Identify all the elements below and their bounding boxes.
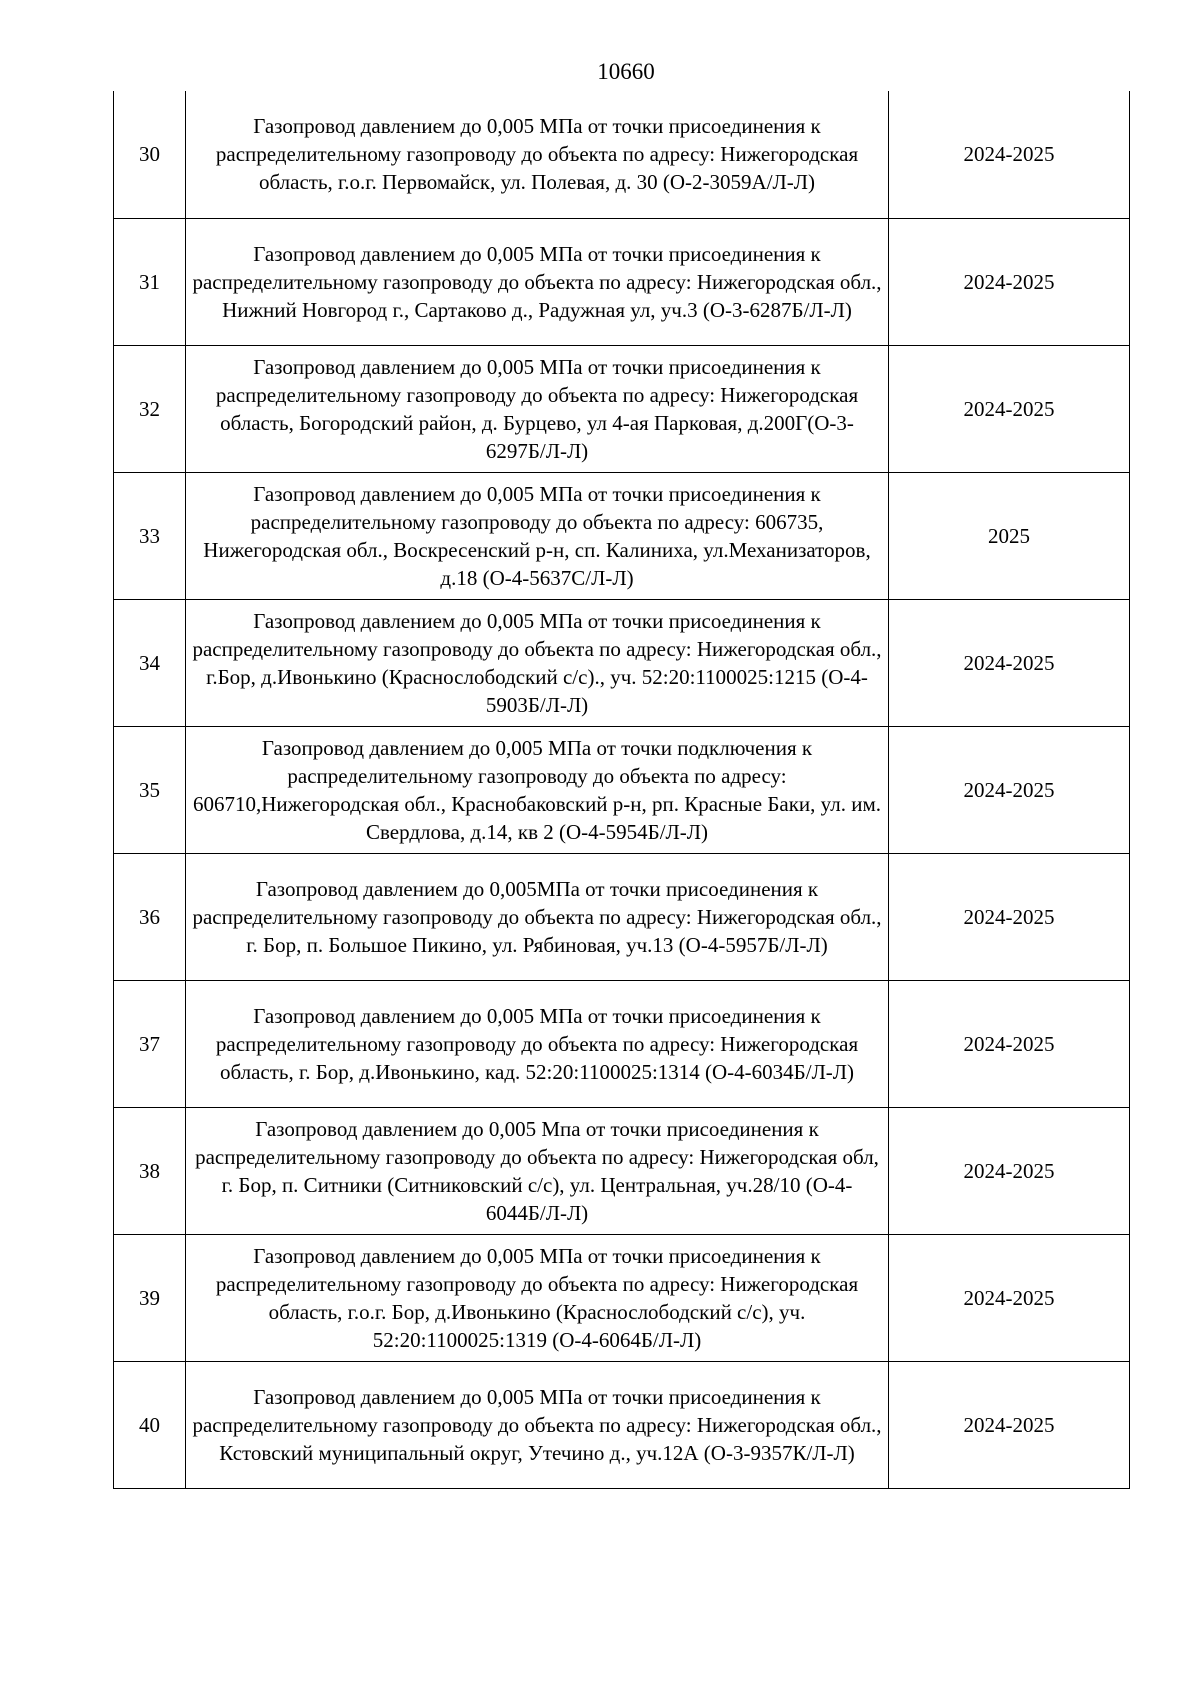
construction-period: 2024-2025 (889, 218, 1130, 345)
construction-period: 2024-2025 (889, 853, 1130, 980)
page-number: 10660 (597, 59, 655, 84)
table-row (114, 91, 1130, 218)
table-row (114, 599, 1130, 726)
object-description: Газопровод давлением до 0,005 МПа от точки присоединения к распределительному газопроводу до объекта по адресу: Нижегородская обл., г.Бор, д.Ивонькино (Краснослободский с/с)., уч. 52:20:1100025:1215 (О-4-5903Б/Л-Л) (186, 599, 889, 726)
construction-period: 2024-2025 (889, 1234, 1130, 1361)
construction-period: 2024-2025 (889, 1107, 1130, 1234)
row-number: 31 (114, 218, 186, 345)
table-row (114, 1234, 1130, 1361)
row-number: 39 (114, 1234, 186, 1361)
row-number: 36 (114, 853, 186, 980)
construction-period: 2024-2025 (889, 91, 1130, 218)
table-row (114, 726, 1130, 853)
row-number: 38 (114, 1107, 186, 1234)
object-description: Газопровод давлением до 0,005 МПа от точки присоединения к распределительному газопроводу до объекта по адресу: Нижегородская область, г. Бор, д.Ивонькино, кад. 52:20:1100025:1314 (О-4-6034Б/Л-Л) (186, 980, 889, 1107)
row-number: 32 (114, 345, 186, 472)
row-number: 40 (114, 1361, 186, 1488)
row-number: 35 (114, 726, 186, 853)
construction-period: 2025 (889, 472, 1130, 599)
table-row (114, 1361, 1130, 1488)
object-description: Газопровод давлением до 0,005 МПа от точки присоединения к распределительному газопроводу до объекта по адресу: Нижегородская область, г.о.г. Бор, д.Ивонькино (Краснослободский с/с), уч. 52:20:1100025:1319 (О-4-6064Б/Л-Л) (186, 1234, 889, 1361)
object-description: Газопровод давлением до 0,005МПа от точки присоединения к распределительному газопроводу до объекта по адресу: Нижегородская обл., г. Бор, п. Большое Пикино, ул. Рябиновая, уч.13 (О-4-5957Б/Л-Л) (186, 853, 889, 980)
table-row (114, 853, 1130, 980)
table-row (114, 218, 1130, 345)
construction-period: 2024-2025 (889, 726, 1130, 853)
object-description: Газопровод давлением до 0,005 МПа от точки присоединения к распределительному газопроводу до объекта по адресу: Нижегородская обл., Нижний Новгород г., Сартаково д., Радужная ул, уч.3 (О-3-6287Б/Л-Л) (186, 218, 889, 345)
construction-period: 2024-2025 (889, 1361, 1130, 1488)
table-row (114, 345, 1130, 472)
object-description: Газопровод давлением до 0,005 Мпа от точки присоединения к распределительному газопроводу до объекта по адресу: Нижегородская обл, г. Бор, п. Ситники (Ситниковский с/с), ул. Центральная, уч.28/10 (О-4-6044Б/Л-Л) (186, 1107, 889, 1234)
table-row (114, 980, 1130, 1107)
row-number: 34 (114, 599, 186, 726)
construction-period: 2024-2025 (889, 345, 1130, 472)
row-number: 37 (114, 980, 186, 1107)
gas-pipeline-table (113, 91, 1130, 1489)
row-number: 33 (114, 472, 186, 599)
row-number: 30 (114, 91, 186, 218)
object-description: Газопровод давлением до 0,005 МПа от точки присоединения к распределительному газопроводу до объекта по адресу: Нижегородская область, г.о.г. Первомайск, ул. Полевая, д. 30 (О-2-3059А/Л-Л) (186, 91, 889, 218)
object-description: Газопровод давлением до 0,005 МПа от точки присоединения к распределительному газопроводу до объекта по адресу: Нижегородская область, Богородский район, д. Бурцево, ул 4-ая Парковая, д.200Г(О-3-6297Б/Л-Л) (186, 345, 889, 472)
table-row (114, 1107, 1130, 1234)
object-description: Газопровод давлением до 0,005 МПа от точки присоединения к распределительному газопроводу до объекта по адресу: 606735, Нижегородская обл., Воскресенский р-н, сп. Калиниха, ул.Механизаторов, д.18 (О-4-5637С/Л-Л) (186, 472, 889, 599)
object-description: Газопровод давлением до 0,005 МПа от точки присоединения к распределительному газопроводу до объекта по адресу: Нижегородская обл., Кстовский муниципальный округ, Утечино д., уч.12А (О-3-9357К/Л-Л) (186, 1361, 889, 1488)
table-row (114, 472, 1130, 599)
construction-period: 2024-2025 (889, 599, 1130, 726)
construction-period: 2024-2025 (889, 980, 1130, 1107)
object-description: Газопровод давлением до 0,005 МПа от точки подключения к распределительному газопроводу до объекта по адресу: 606710,Нижегородская обл., Краснобаковский р-н, рп. Красные Баки, ул. им. Свердлова, д.14, кв 2 (О-4-5954Б/Л-Л) (186, 726, 889, 853)
